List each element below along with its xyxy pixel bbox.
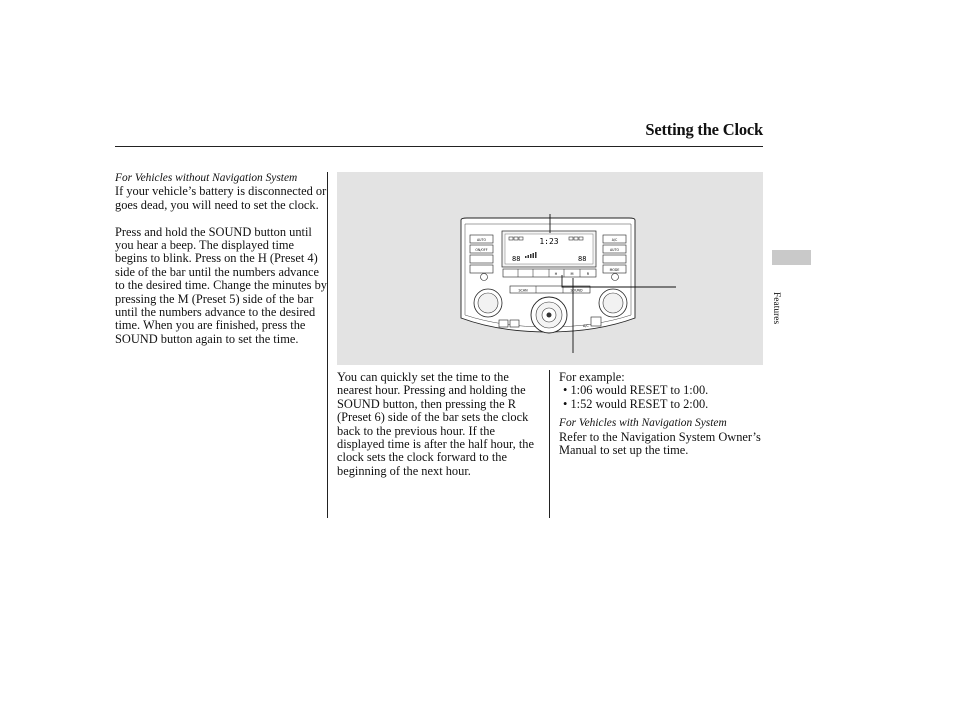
- preset-label-r: R: [586, 272, 590, 276]
- example-bullet: • 1:52 would RESET to 2:00.: [563, 396, 709, 411]
- bar-label-scan: SCAN: [518, 288, 528, 293]
- column-3: [559, 371, 763, 457]
- example-bullet: • 1:06 would RESET to 1:00.: [563, 383, 709, 398]
- bar-label-sound: SOUND: [570, 288, 583, 293]
- left-button-label: AUTO: [477, 238, 486, 242]
- column-divider-2: [549, 370, 550, 518]
- right-button-label: A/C: [611, 238, 618, 242]
- page-title: Setting the Clock: [645, 120, 763, 139]
- header-rule: [115, 146, 763, 147]
- temp-readout-left: 88: [512, 255, 521, 263]
- temp-readout-right: 88: [578, 255, 587, 263]
- section-heading-no-nav: For Vehicles without Navigation System: [115, 172, 298, 184]
- section-tab: [772, 250, 811, 265]
- control-panel-figure: [337, 172, 763, 365]
- preset-label-m: M: [570, 272, 574, 276]
- climate-audio-panel-illustration: [337, 172, 763, 365]
- lower-right-label: A/C: [583, 324, 589, 328]
- paragraph-battery: If your vehicle’s battery is disconnected or goes dead, you will need to set the clock.: [115, 184, 327, 212]
- right-button-label: MODE: [609, 268, 620, 272]
- paragraph-nav: Refer to the Navigation System Owner’s Manual to set up the time.: [559, 429, 761, 458]
- paragraph-set-clock: Press and hold the SOUND button until you hear a beep. The displayed time begins to blink. Press on the H (Preset 4) side of the bar until the numbers advance to the desired time. Change the minutes by pressing the M (Preset 5) side of the bar until the numbers advance to the desired time. When you are finished, press the SOUND button again to set the time.: [115, 224, 327, 346]
- example-intro: For example:: [559, 370, 625, 384]
- column-divider-1: [327, 172, 328, 518]
- preset-label-h: H: [554, 272, 558, 276]
- left-button-label: ON/OFF: [475, 248, 488, 252]
- paragraph-reset-hour: You can quickly set the time to the nearest hour. Pressing and holding the SOUND button, then pressing the R (Preset 6) side of the bar sets the clock back to the previous hour. If the displayed time is after the half hour, the clock sets the clock forward to the beginning of the next hour.: [337, 370, 535, 478]
- section-heading-nav: For Vehicles with Navigation System: [559, 417, 727, 430]
- column-2: [337, 371, 539, 478]
- right-button-label: AUTO: [610, 248, 619, 252]
- column-1: [115, 172, 327, 346]
- clock-display: 1:23: [539, 237, 559, 246]
- section-tab-label: Features: [771, 292, 781, 325]
